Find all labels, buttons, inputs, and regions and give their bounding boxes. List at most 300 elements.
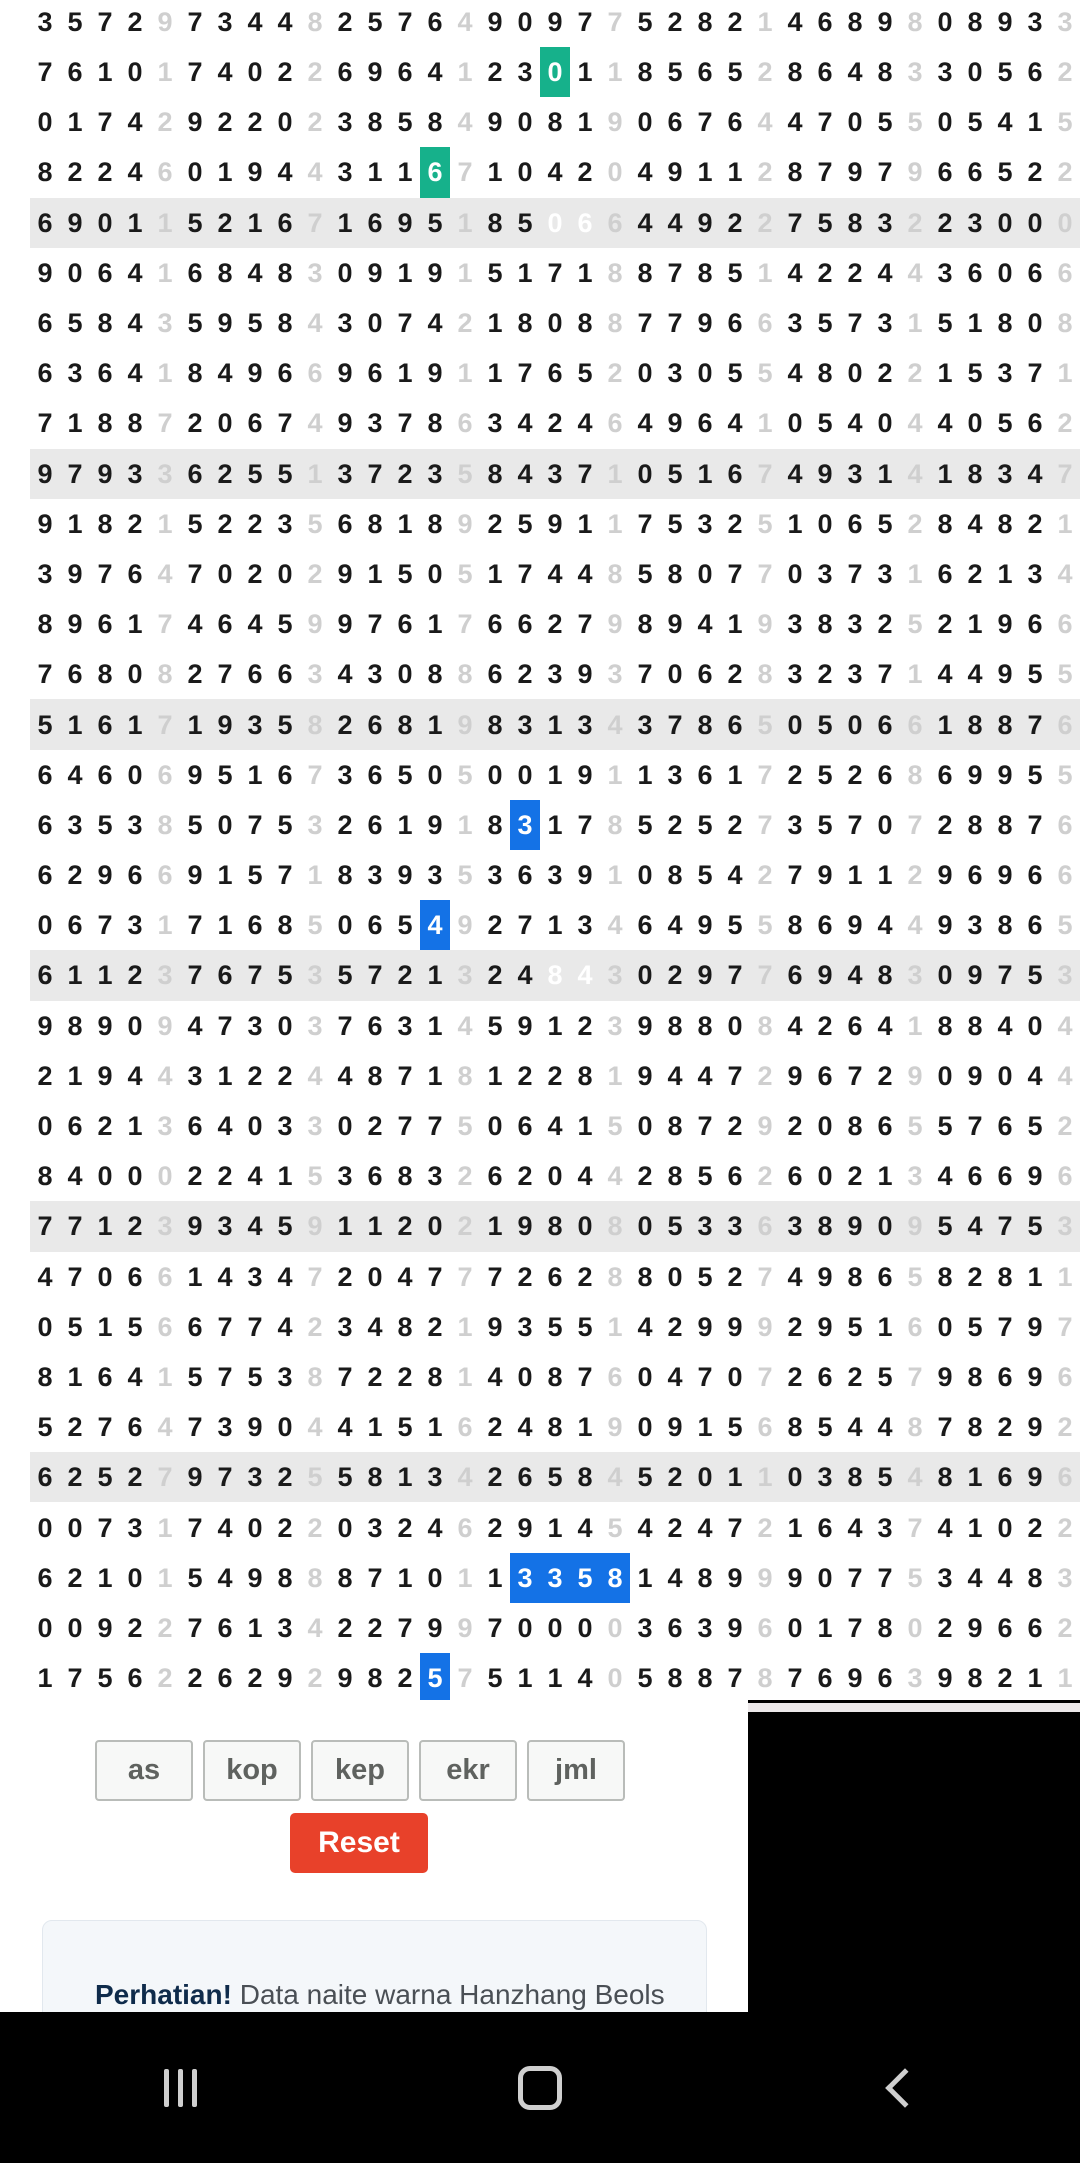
grid-cell[interactable]: 7 <box>697 107 713 138</box>
grid-cell[interactable]: 4 <box>847 57 863 88</box>
grid-cell[interactable]: 8 <box>480 449 510 499</box>
grid-cell[interactable]: 5 <box>997 157 1013 188</box>
grid-cell[interactable]: 9 <box>847 910 863 941</box>
grid-cell[interactable]: 8 <box>937 1261 953 1292</box>
grid-cell[interactable]: 6 <box>517 860 533 891</box>
grid-cell[interactable]: 4 <box>847 1412 863 1443</box>
grid-cell[interactable]: 2 <box>1027 157 1043 188</box>
grid-cell[interactable]: 2 <box>487 1412 503 1443</box>
grid-cell[interactable]: 5 <box>330 1452 360 1502</box>
grid-cell[interactable]: 6 <box>127 860 143 891</box>
grid-cell[interactable]: 9 <box>487 1311 503 1342</box>
grid-cell[interactable]: 5 <box>847 1311 863 1342</box>
grid-cell[interactable]: 4 <box>487 1361 503 1392</box>
grid-cell[interactable]: 1 <box>420 950 450 1000</box>
grid-cell[interactable]: 1 <box>127 609 143 640</box>
grid-cell[interactable]: 3 <box>510 1553 540 1603</box>
grid-cell[interactable]: 6 <box>750 1201 780 1251</box>
grid-cell[interactable]: 1 <box>547 910 563 941</box>
grid-cell[interactable]: 0 <box>937 107 953 138</box>
grid-cell[interactable]: 1 <box>97 57 113 88</box>
grid-cell[interactable]: 8 <box>307 7 323 37</box>
grid-cell[interactable]: 1 <box>450 198 480 248</box>
grid-cell[interactable]: 5 <box>67 7 83 37</box>
grid-cell[interactable]: 5 <box>30 699 60 749</box>
grid-cell[interactable]: 7 <box>577 7 593 37</box>
grid-cell[interactable]: 4 <box>277 1261 293 1292</box>
grid-cell[interactable]: 1 <box>547 1512 563 1543</box>
grid-cell[interactable]: 0 <box>727 1361 743 1392</box>
grid-cell[interactable]: 3 <box>307 659 323 690</box>
grid-cell[interactable]: 3 <box>307 1010 323 1041</box>
grid-cell[interactable]: 7 <box>157 609 173 640</box>
grid-cell[interactable]: 9 <box>367 57 383 88</box>
grid-cell[interactable]: 6 <box>510 1452 540 1502</box>
grid-cell[interactable]: 3 <box>900 950 930 1000</box>
grid-cell[interactable]: 5 <box>637 809 653 840</box>
grid-cell[interactable]: 1 <box>330 1201 360 1251</box>
grid-cell[interactable]: 3 <box>367 1512 383 1543</box>
grid-cell[interactable]: 9 <box>690 950 720 1000</box>
grid-cell[interactable]: 8 <box>907 759 923 790</box>
grid-cell[interactable]: 3 <box>397 1010 413 1041</box>
grid-cell[interactable]: 7 <box>360 449 390 499</box>
grid-cell[interactable]: 0 <box>547 1161 563 1192</box>
grid-cell[interactable]: 3 <box>337 157 353 188</box>
grid-cell[interactable]: 3 <box>307 257 323 288</box>
grid-cell[interactable]: 8 <box>427 107 443 138</box>
grid-cell[interactable]: 7 <box>577 609 593 640</box>
grid-cell[interactable]: 6 <box>877 1663 893 1694</box>
grid-cell[interactable]: 1 <box>967 609 983 640</box>
grid-cell[interactable]: 6 <box>367 358 383 389</box>
grid-cell[interactable]: 4 <box>307 308 323 339</box>
grid-cell[interactable]: 5 <box>937 1111 953 1142</box>
grid-cell[interactable]: 6 <box>787 1161 803 1192</box>
grid-cell[interactable]: 1 <box>577 508 593 539</box>
grid-cell[interactable]: 6 <box>1050 1452 1080 1502</box>
grid-cell[interactable]: 9 <box>247 358 263 389</box>
grid-cell[interactable]: 4 <box>1020 449 1050 499</box>
grid-cell[interactable]: 8 <box>600 1201 630 1251</box>
grid-cell[interactable]: 7 <box>847 809 863 840</box>
grid-cell[interactable]: 8 <box>667 558 683 589</box>
grid-cell[interactable]: 4 <box>37 1261 53 1292</box>
grid-cell[interactable]: 6 <box>1027 408 1043 439</box>
grid-cell[interactable]: 3 <box>1027 7 1043 37</box>
grid-cell[interactable]: 9 <box>967 1612 983 1643</box>
grid-cell[interactable]: 7 <box>187 558 203 589</box>
grid-cell[interactable]: 0 <box>967 408 983 439</box>
grid-cell[interactable]: 6 <box>1027 860 1043 891</box>
grid-cell[interactable]: 2 <box>187 408 203 439</box>
chip-jml[interactable]: jml <box>527 1740 625 1801</box>
grid-cell[interactable]: 1 <box>607 508 623 539</box>
grid-cell[interactable]: 4 <box>960 1201 990 1251</box>
grid-cell[interactable]: 5 <box>187 508 203 539</box>
grid-cell[interactable]: 8 <box>967 1361 983 1392</box>
grid-cell[interactable]: 0 <box>517 7 533 37</box>
grid-cell[interactable]: 2 <box>937 1612 953 1643</box>
grid-cell[interactable]: 6 <box>637 910 653 941</box>
grid-cell[interactable]: 2 <box>667 809 683 840</box>
number-grid[interactable] <box>30 0 1080 1753</box>
grid-cell[interactable]: 2 <box>787 1361 803 1392</box>
grid-cell[interactable]: 5 <box>270 449 300 499</box>
grid-cell[interactable]: 2 <box>277 57 293 88</box>
grid-cell[interactable]: 6 <box>487 1161 503 1192</box>
grid-cell[interactable]: 0 <box>127 659 143 690</box>
grid-cell[interactable]: 5 <box>307 1161 323 1192</box>
grid-cell[interactable]: 3 <box>450 950 480 1000</box>
grid-cell[interactable]: 0 <box>637 1361 653 1392</box>
grid-cell[interactable]: 1 <box>90 1201 120 1251</box>
grid-cell[interactable]: 1 <box>847 860 863 891</box>
grid-cell[interactable]: 6 <box>127 1412 143 1443</box>
grid-cell[interactable]: 5 <box>630 1452 660 1502</box>
grid-cell[interactable]: 6 <box>757 1612 773 1643</box>
grid-cell[interactable]: 6 <box>30 950 60 1000</box>
grid-cell[interactable]: 3 <box>697 1612 713 1643</box>
grid-cell[interactable]: 4 <box>667 1562 683 1593</box>
grid-cell[interactable]: 6 <box>367 1161 383 1192</box>
grid-cell[interactable]: 4 <box>247 1161 263 1192</box>
grid-cell[interactable]: 0 <box>37 1311 53 1342</box>
grid-cell[interactable]: 7 <box>847 308 863 339</box>
grid-cell[interactable]: 5 <box>810 198 840 248</box>
grid-cell[interactable]: 4 <box>937 659 953 690</box>
grid-cell[interactable]: 2 <box>337 7 353 37</box>
grid-cell[interactable]: 3 <box>337 1161 353 1192</box>
grid-cell[interactable]: 2 <box>330 699 360 749</box>
grid-cell[interactable]: 3 <box>240 699 270 749</box>
grid-cell[interactable]: 8 <box>997 308 1013 339</box>
grid-cell[interactable]: 1 <box>150 198 180 248</box>
grid-cell[interactable]: 1 <box>727 609 743 640</box>
grid-cell[interactable]: 0 <box>540 47 570 97</box>
grid-cell[interactable]: 5 <box>547 1311 563 1342</box>
grid-cell[interactable]: 3 <box>967 910 983 941</box>
grid-cell[interactable]: 3 <box>217 7 233 37</box>
grid-cell[interactable]: 0 <box>67 1512 83 1543</box>
grid-cell[interactable]: 0 <box>37 1612 53 1643</box>
grid-cell[interactable]: 2 <box>307 107 323 138</box>
grid-cell[interactable]: 2 <box>847 1161 863 1192</box>
grid-cell[interactable]: 9 <box>697 308 713 339</box>
grid-cell[interactable]: 2 <box>157 1612 173 1643</box>
grid-cell[interactable]: 8 <box>990 699 1020 749</box>
grid-cell[interactable]: 6 <box>697 759 713 790</box>
grid-cell[interactable]: 4 <box>607 1161 623 1192</box>
grid-cell[interactable]: 7 <box>780 198 810 248</box>
grid-cell[interactable]: 6 <box>307 358 323 389</box>
grid-cell[interactable]: 5 <box>1020 1201 1050 1251</box>
grid-cell[interactable]: 9 <box>187 107 203 138</box>
grid-cell[interactable]: 2 <box>907 358 923 389</box>
grid-cell[interactable]: 1 <box>577 257 593 288</box>
grid-cell[interactable]: 7 <box>727 1060 743 1091</box>
grid-cell[interactable]: 4 <box>307 1612 323 1643</box>
grid-cell[interactable]: 7 <box>817 157 833 188</box>
grid-cell[interactable]: 6 <box>127 1663 143 1694</box>
grid-cell[interactable]: 1 <box>930 449 960 499</box>
grid-cell[interactable]: 5 <box>330 950 360 1000</box>
grid-cell[interactable]: 3 <box>907 1663 923 1694</box>
grid-cell[interactable]: 1 <box>420 699 450 749</box>
grid-cell[interactable]: 5 <box>817 1412 833 1443</box>
grid-cell[interactable]: 4 <box>907 257 923 288</box>
grid-cell[interactable]: 2 <box>997 1663 1013 1694</box>
grid-cell[interactable]: 6 <box>157 860 173 891</box>
grid-cell[interactable]: 4 <box>780 449 810 499</box>
grid-cell[interactable]: 3 <box>517 1311 533 1342</box>
grid-cell[interactable]: 7 <box>1057 1311 1073 1342</box>
grid-cell[interactable]: 4 <box>277 157 293 188</box>
grid-cell[interactable]: 0 <box>570 1201 600 1251</box>
grid-cell[interactable]: 8 <box>480 198 510 248</box>
grid-cell[interactable]: 5 <box>877 1361 893 1392</box>
grid-cell[interactable]: 9 <box>810 950 840 1000</box>
grid-cell[interactable]: 4 <box>877 257 893 288</box>
grid-cell[interactable]: 0 <box>37 910 53 941</box>
grid-cell[interactable]: 6 <box>757 308 773 339</box>
grid-cell[interactable]: 2 <box>157 1663 173 1694</box>
grid-cell[interactable]: 9 <box>907 1060 923 1091</box>
grid-cell[interactable]: 9 <box>157 7 173 37</box>
grid-cell[interactable]: 9 <box>37 257 53 288</box>
grid-cell[interactable]: 0 <box>817 1161 833 1192</box>
grid-cell[interactable]: 8 <box>637 257 653 288</box>
grid-cell[interactable]: 5 <box>187 1361 203 1392</box>
grid-cell[interactable]: 4 <box>1057 1010 1073 1041</box>
grid-cell[interactable]: 6 <box>180 449 210 499</box>
grid-cell[interactable]: 3 <box>787 609 803 640</box>
grid-cell[interactable]: 5 <box>930 1201 960 1251</box>
grid-cell[interactable]: 7 <box>727 1512 743 1543</box>
grid-cell[interactable]: 6 <box>67 910 83 941</box>
grid-cell[interactable]: 0 <box>127 1562 143 1593</box>
grid-cell[interactable]: 9 <box>457 1612 473 1643</box>
grid-cell[interactable]: 2 <box>120 1452 150 1502</box>
grid-cell[interactable]: 1 <box>607 1311 623 1342</box>
grid-cell[interactable]: 2 <box>247 107 263 138</box>
grid-cell[interactable]: 6 <box>697 408 713 439</box>
grid-cell[interactable]: 6 <box>780 950 810 1000</box>
grid-cell[interactable]: 7 <box>187 1612 203 1643</box>
grid-cell[interactable]: 7 <box>720 950 750 1000</box>
grid-cell[interactable]: 2 <box>270 1452 300 1502</box>
grid-cell[interactable]: 7 <box>307 759 323 790</box>
grid-cell[interactable]: 0 <box>637 107 653 138</box>
grid-cell[interactable]: 1 <box>157 257 173 288</box>
grid-cell[interactable]: 4 <box>217 1111 233 1142</box>
grid-cell[interactable]: 1 <box>607 759 623 790</box>
grid-cell[interactable]: 5 <box>817 408 833 439</box>
grid-cell[interactable]: 6 <box>757 1412 773 1443</box>
grid-cell[interactable]: 0 <box>127 759 143 790</box>
grid-cell[interactable]: 1 <box>870 449 900 499</box>
grid-cell[interactable]: 2 <box>847 759 863 790</box>
grid-cell[interactable]: 1 <box>817 1612 833 1643</box>
grid-cell[interactable]: 6 <box>427 7 443 37</box>
grid-cell[interactable]: 2 <box>217 107 233 138</box>
grid-cell[interactable]: 6 <box>337 508 353 539</box>
grid-cell[interactable]: 1 <box>487 358 503 389</box>
grid-cell[interactable]: 8 <box>37 609 53 640</box>
grid-cell[interactable]: 4 <box>667 1361 683 1392</box>
grid-cell[interactable]: 0 <box>247 57 263 88</box>
grid-cell[interactable]: 4 <box>937 1161 953 1192</box>
grid-cell[interactable]: 8 <box>967 1663 983 1694</box>
grid-cell[interactable]: 6 <box>1057 257 1073 288</box>
grid-cell[interactable]: 6 <box>1027 1612 1043 1643</box>
grid-cell[interactable]: 3 <box>720 1201 750 1251</box>
grid-cell[interactable]: 7 <box>187 1412 203 1443</box>
grid-cell[interactable]: 3 <box>540 449 570 499</box>
grid-cell[interactable]: 3 <box>847 659 863 690</box>
grid-cell[interactable]: 1 <box>1027 107 1043 138</box>
grid-cell[interactable]: 4 <box>630 198 660 248</box>
grid-cell[interactable]: 0 <box>847 107 863 138</box>
grid-cell[interactable]: 6 <box>67 1111 83 1142</box>
grid-cell[interactable]: 7 <box>1050 449 1080 499</box>
grid-cell[interactable]: 6 <box>1027 257 1043 288</box>
grid-cell[interactable]: 2 <box>210 449 240 499</box>
grid-cell[interactable]: 2 <box>967 558 983 589</box>
grid-cell[interactable]: 2 <box>517 1261 533 1292</box>
grid-cell[interactable]: 2 <box>1057 157 1073 188</box>
grid-cell[interactable]: 8 <box>787 57 803 88</box>
grid-cell[interactable]: 5 <box>607 1512 623 1543</box>
grid-cell[interactable]: 4 <box>157 558 173 589</box>
grid-cell[interactable]: 2 <box>937 809 953 840</box>
grid-cell[interactable]: 9 <box>637 1010 653 1041</box>
grid-cell[interactable]: 6 <box>667 107 683 138</box>
grid-cell[interactable]: 1 <box>157 910 173 941</box>
grid-cell[interactable]: 4 <box>127 157 143 188</box>
grid-cell[interactable]: 7 <box>757 1261 773 1292</box>
grid-cell[interactable]: 0 <box>247 1111 263 1142</box>
grid-cell[interactable]: 4 <box>570 950 600 1000</box>
grid-cell[interactable]: 2 <box>487 508 503 539</box>
grid-cell[interactable]: 7 <box>240 950 270 1000</box>
grid-cell[interactable]: 3 <box>937 257 953 288</box>
grid-cell[interactable]: 5 <box>727 1412 743 1443</box>
grid-cell[interactable]: 5 <box>907 107 923 138</box>
grid-cell[interactable]: 0 <box>637 1111 653 1142</box>
grid-cell[interactable]: 5 <box>1027 659 1043 690</box>
grid-cell[interactable]: 1 <box>937 358 953 389</box>
grid-cell[interactable]: 1 <box>390 1452 420 1502</box>
grid-cell[interactable]: 9 <box>787 1060 803 1091</box>
grid-cell[interactable]: 2 <box>727 1261 743 1292</box>
grid-cell[interactable]: 3 <box>127 1512 143 1543</box>
grid-cell[interactable]: 8 <box>907 1412 923 1443</box>
grid-cell[interactable]: 0 <box>937 1311 953 1342</box>
grid-cell[interactable]: 3 <box>487 408 503 439</box>
grid-cell[interactable]: 3 <box>120 449 150 499</box>
grid-cell[interactable]: 6 <box>817 1663 833 1694</box>
grid-cell[interactable]: 9 <box>727 1311 743 1342</box>
grid-cell[interactable]: 8 <box>277 910 293 941</box>
grid-cell[interactable]: 4 <box>877 1412 893 1443</box>
grid-cell[interactable]: 3 <box>247 1261 263 1292</box>
grid-cell[interactable]: 6 <box>270 198 300 248</box>
grid-cell[interactable]: 4 <box>787 358 803 389</box>
grid-cell[interactable]: 8 <box>97 508 113 539</box>
grid-cell[interactable]: 1 <box>877 1311 893 1342</box>
grid-cell[interactable]: 5 <box>727 257 743 288</box>
grid-cell[interactable]: 9 <box>577 659 593 690</box>
grid-cell[interactable]: 1 <box>997 558 1013 589</box>
grid-cell[interactable]: 5 <box>517 508 533 539</box>
grid-cell[interactable]: 5 <box>247 860 263 891</box>
grid-cell[interactable]: 1 <box>487 1060 503 1091</box>
grid-cell[interactable]: 8 <box>697 1562 713 1593</box>
grid-cell[interactable]: 0 <box>277 107 293 138</box>
grid-cell[interactable]: 6 <box>157 1311 173 1342</box>
grid-cell[interactable]: 3 <box>300 950 330 1000</box>
grid-cell[interactable]: 0 <box>997 1512 1013 1543</box>
grid-cell[interactable]: 3 <box>67 358 83 389</box>
grid-cell[interactable]: 8 <box>187 358 203 389</box>
grid-cell[interactable]: 4 <box>427 308 443 339</box>
grid-cell[interactable]: 7 <box>877 157 893 188</box>
grid-cell[interactable]: 0 <box>630 950 660 1000</box>
grid-cell[interactable]: 3 <box>420 1452 450 1502</box>
grid-cell[interactable]: 3 <box>427 1161 443 1192</box>
grid-cell[interactable]: 8 <box>907 7 923 37</box>
grid-cell[interactable]: 0 <box>337 910 353 941</box>
grid-cell[interactable]: 1 <box>517 1663 533 1694</box>
grid-cell[interactable]: 2 <box>757 157 773 188</box>
grid-cell[interactable]: 5 <box>127 1311 143 1342</box>
grid-cell[interactable]: 9 <box>1027 1311 1043 1342</box>
back-icon[interactable] <box>840 2048 960 2128</box>
grid-cell[interactable]: 7 <box>757 759 773 790</box>
grid-cell[interactable]: 4 <box>600 1452 630 1502</box>
grid-cell[interactable]: 3 <box>907 1161 923 1192</box>
grid-cell[interactable]: 2 <box>247 1663 263 1694</box>
grid-cell[interactable]: 9 <box>937 1361 953 1392</box>
grid-cell[interactable]: 1 <box>127 1111 143 1142</box>
grid-cell[interactable]: 1 <box>1027 1261 1043 1292</box>
grid-cell[interactable]: 8 <box>487 809 503 840</box>
grid-cell[interactable]: 7 <box>397 7 413 37</box>
grid-cell[interactable]: 2 <box>277 1512 293 1543</box>
grid-cell[interactable]: 7 <box>757 809 773 840</box>
grid-cell[interactable]: 9 <box>277 1663 293 1694</box>
grid-cell[interactable]: 9 <box>847 157 863 188</box>
grid-cell[interactable]: 5 <box>187 1562 203 1593</box>
grid-cell[interactable]: 8 <box>360 1452 390 1502</box>
grid-cell[interactable]: 0 <box>990 198 1020 248</box>
grid-cell[interactable]: 9 <box>37 1010 53 1041</box>
grid-cell[interactable]: 8 <box>547 107 563 138</box>
grid-cell[interactable]: 6 <box>127 1261 143 1292</box>
grid-cell[interactable]: 4 <box>1027 1060 1043 1091</box>
grid-cell[interactable]: 1 <box>60 950 90 1000</box>
grid-cell[interactable]: 8 <box>607 558 623 589</box>
grid-cell[interactable]: 7 <box>397 1111 413 1142</box>
grid-cell[interactable]: 7 <box>667 308 683 339</box>
grid-cell[interactable]: 3 <box>157 308 173 339</box>
grid-cell[interactable]: 9 <box>450 699 480 749</box>
grid-cell[interactable]: 5 <box>870 1452 900 1502</box>
grid-cell[interactable]: 0 <box>690 1452 720 1502</box>
grid-cell[interactable]: 2 <box>757 1512 773 1543</box>
grid-cell[interactable]: 3 <box>877 1512 893 1543</box>
